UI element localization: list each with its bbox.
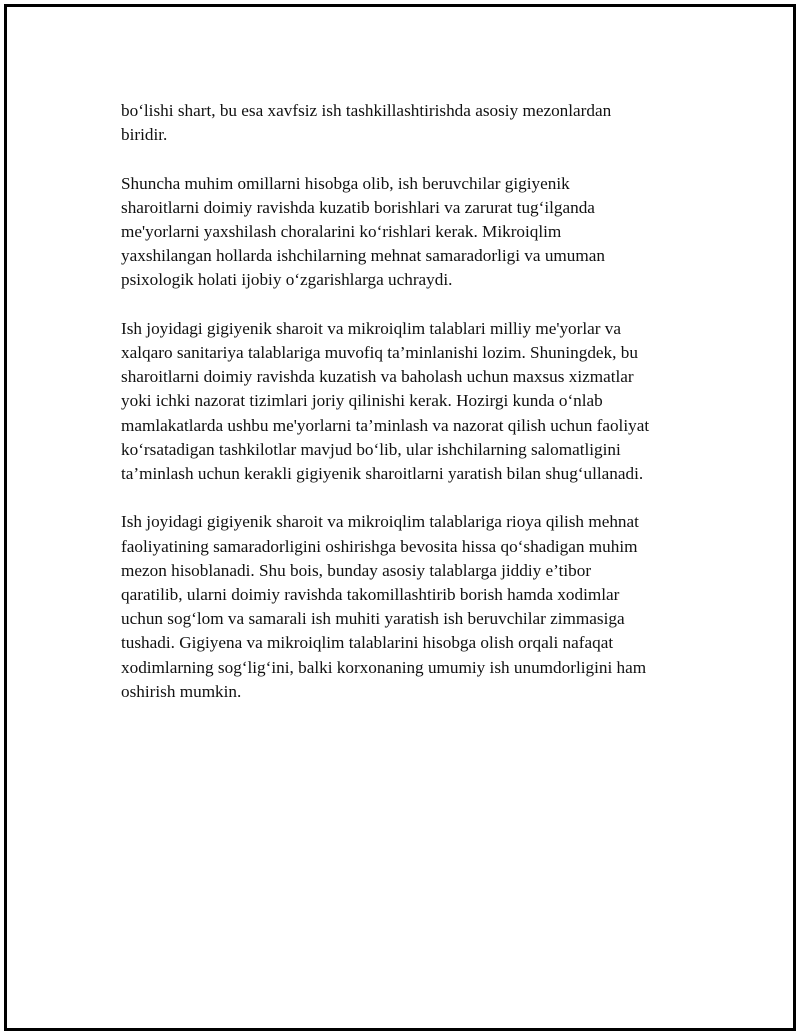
document-page: [4, 4, 796, 1031]
document-body: [121, 99, 701, 728]
paragraph-3: Ish joyidagi gigiyenik sharoit va mikroiqlim talablari milliy me'yorlar va xalqaro sanitariya talablariga muvofiq ta’minlanishi lozim. Shuningdek, bu sharoitlarni doimiy ravishda kuzatish va baholash uchun maxsus xizmatlar yoki ichki nazorat tizimlari joriy qilinishi kerak. Hozirgi kunda o‘nlab mamlakatlarda ushbu me'yorlarni ta’minlash va nazorat qilish uchun faoliyat ko‘rsatadigan tashkilotlar mavjud bo‘lib, ular ishchilarning salomatligini ta’minlash uchun kerakli gigiyenik sharoitlarni yaratish bilan shug‘ullanadi.: [121, 318, 650, 484]
paragraph-2: Shuncha muhim omillarni hisobga olib, ish beruvchilar gigiyenik sharoitlarni doimiy ravishda kuzatib borishlari va zarurat tug‘ilganda me'yorlarni yaxshilash choralarini ko‘rishlari kerak. Mikroiqlim yaxshilangan hollarda ishchilarning mehnat samaradorligi va umuman psixologik holati ijobiy o‘zgarishlarga uchraydi.: [121, 173, 605, 290]
paragraph-4: Ish joyidagi gigiyenik sharoit va mikroiqlim talablariga rioya qilish mehnat faoliyatining samaradorligini oshirishga bevosita hissa qo‘shadigan muhim mezon hisoblanadi. Shu bois, bunday asosiy talablarga jiddiy e’tibor qaratilib, ularni doimiy ravishda takomillashtirib borish hamda xodimlar uchun sog‘lom va samarali ish muhiti yaratish ish beruvchilar zimmasiga tushadi. Gigiyena va mikroiqlim talablarini hisobga olish orqali nafaqat xodimlarning sog‘lig‘ini, balki korxonaning umumiy ish unumdorligini ham oshirish mumkin.: [121, 512, 647, 701]
paragraph-1: bo‘lishi shart, bu esa xavfsiz ish tashkillashtirishda asosiy mezonlardan biridir.: [121, 101, 612, 145]
